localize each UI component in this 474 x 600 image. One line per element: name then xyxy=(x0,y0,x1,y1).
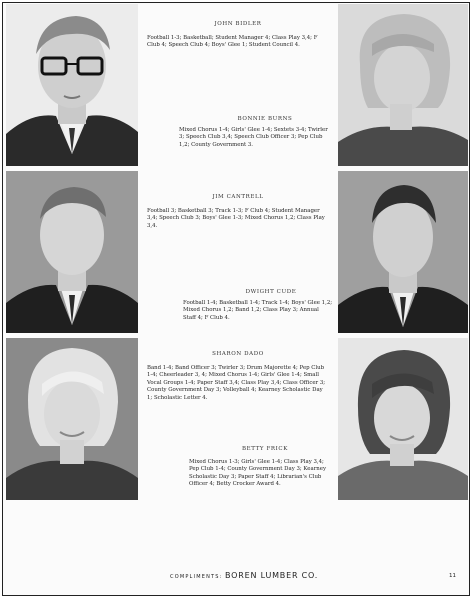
yearbook-page xyxy=(2,2,470,596)
student-photo-dwight-cude xyxy=(338,171,468,333)
student-bio: Football 1-4; Basketball 1-4; Track 1-4; Boys' Glee 1,2; Mixed Chorus 1,2; Band 1,2; Class Play 3; Annual Staff 4; F Club 4. xyxy=(183,300,333,321)
student-bio: Football 3; Basketball 3; Track 1-3; F Club 4; Student Manager 3,4; Speech Club 3; Boys' Glee 1-3; Mixed Chorus 1,2; Class Play 3,4. xyxy=(147,208,325,229)
student-photo-sharon-dado xyxy=(6,338,138,500)
student-bio: Mixed Chorus 1-3; Girls' Glee 1-4; Class Play 3,4; Pep Club 1-4; County Government Day 3; Kearney Scholastic Day 3; Paper Staff 4; Librarian's Club Officer 4; Betty Crocker Award 4. xyxy=(189,459,326,488)
student-bio: Football 1-3; Basketball; Student Manager 4; Class Play 3,4; F Club 4; Speech Club 4; Boys' Glee 1; Student Council 4. xyxy=(147,35,318,49)
student-name: SHARON DADO xyxy=(212,351,264,357)
student-photo-betty-frick xyxy=(338,338,468,500)
student-name: JIM CANTRELL xyxy=(212,194,264,200)
student-photo-jim-cantrell xyxy=(6,171,138,333)
page-footer xyxy=(3,571,471,583)
compliments-label: COMPLIMENTS: xyxy=(170,574,223,580)
student-bio: Mixed Chorus 1-4; Girls' Glee 1-4; Sextets 3-4; Twirler 3; Speech Club 3,4; Speech Club Officer 3; Pep Club 1,2; County Government 3. xyxy=(179,127,328,148)
student-name: JOHN BIDLER xyxy=(214,21,262,27)
student-name: DWIGHT CUDE xyxy=(245,289,297,295)
page-number: 11 xyxy=(449,573,456,579)
student-photo-bonnie-burns xyxy=(338,4,468,166)
student-name: BETTY FRICK xyxy=(242,446,288,452)
student-bio: Band 1-4; Band Officer 3; Twirler 3; Drum Majorette 4; Pep Club 1-4; Cheerleader 3, 4; Mixed Chorus 1-4; Girls' Glee 1-4; Small Vocal Groups 1-4; Paper Staff 3,4; Class Play 3,4; Class Officer 3; County Government Day 3; Volleyball 4; Kearney Scholastic Day 1; Scholastic Letter 4. xyxy=(147,365,326,401)
sponsor-name: BOREN LUMBER CO. xyxy=(225,571,319,580)
student-photo-john-bidler xyxy=(6,4,138,166)
student-name: BONNIE BURNS xyxy=(237,116,293,122)
